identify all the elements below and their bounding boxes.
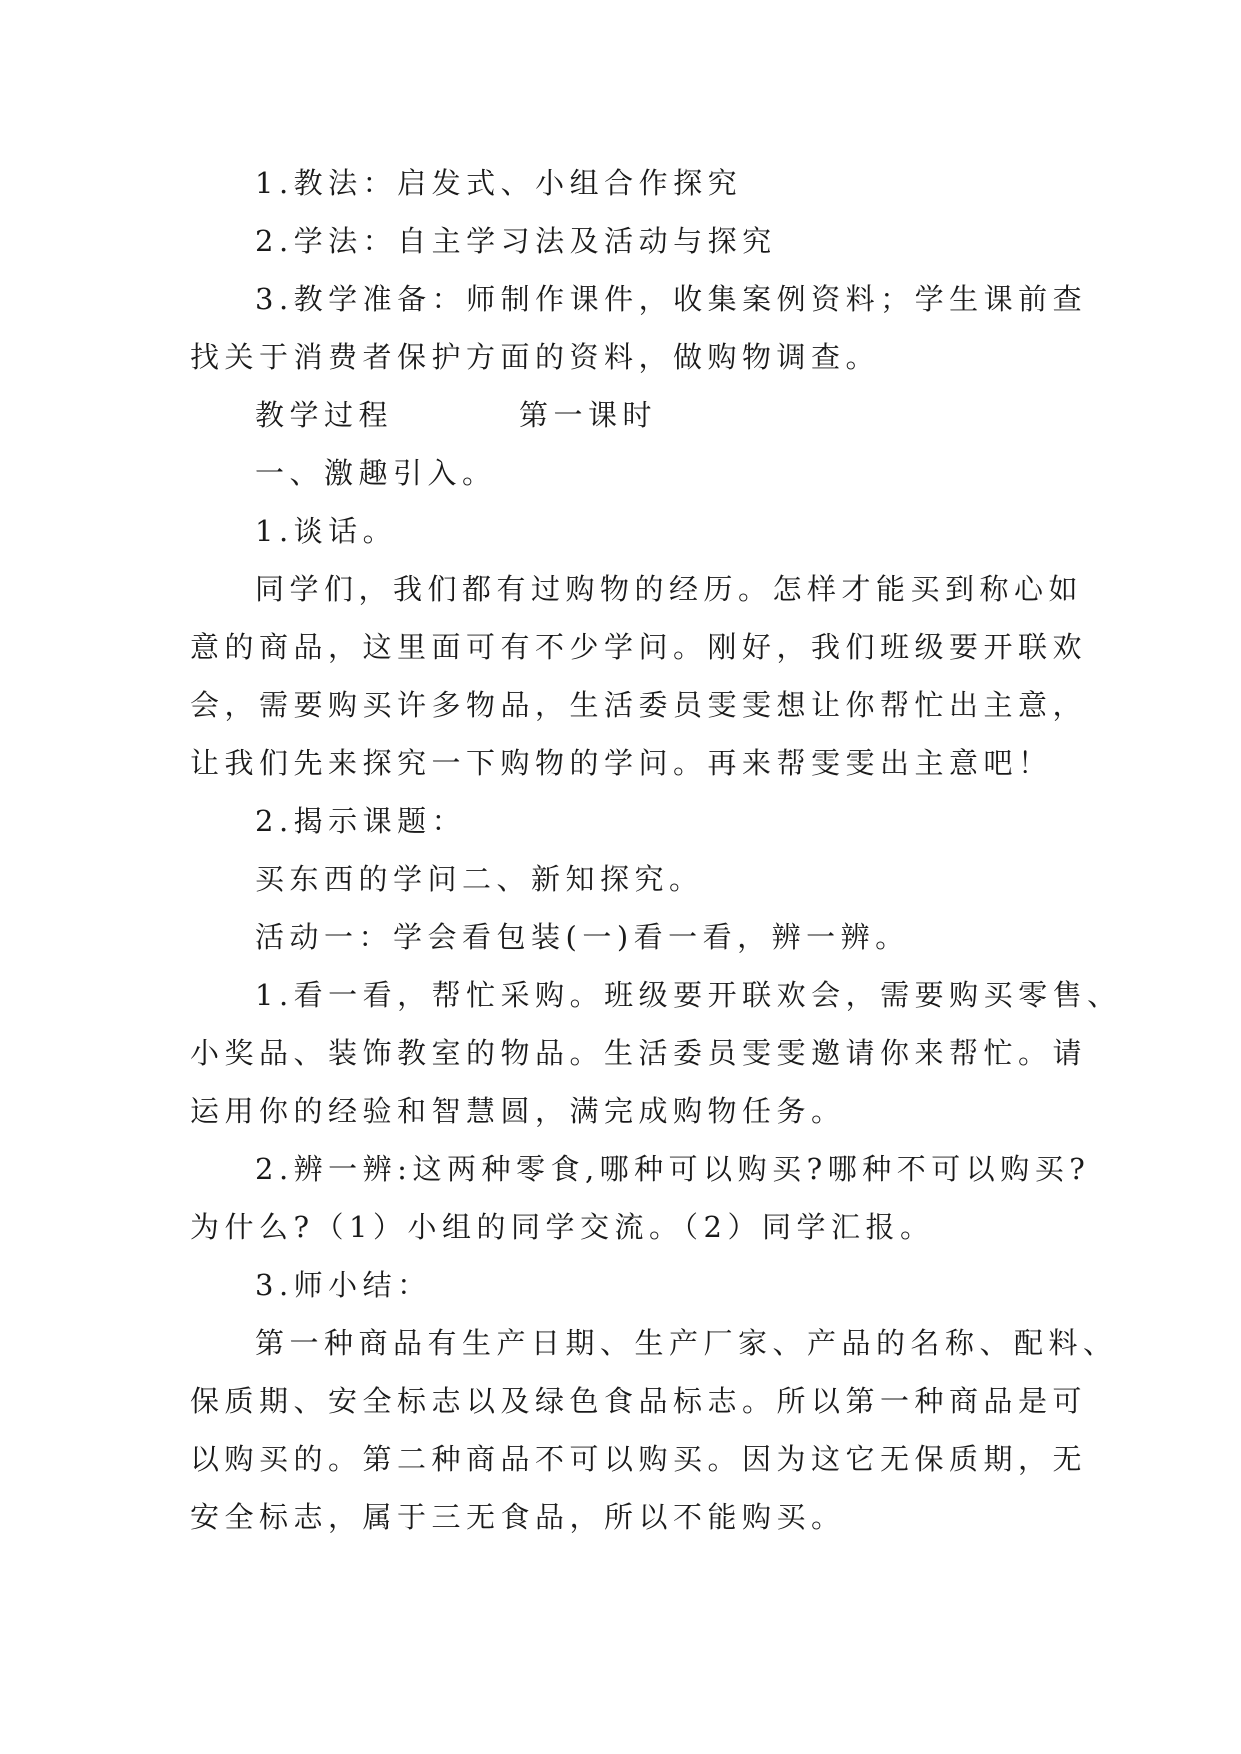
learning-method-line: 2.学法：自主学习法及活动与探究 (255, 224, 777, 258)
process-heading (255, 395, 657, 435)
summary-paragraph-line-3: 以购买的。第二种商品不可以购买。因为这它无保质期，无 (190, 1442, 1088, 1476)
preparation-line-1: 3.教学准备：师制作课件，收集案例资料；学生课前查 (255, 282, 1088, 316)
talk-paragraph-line-2: 意的商品，这里面可有不少学问。刚好，我们班级要开联欢 (190, 630, 1088, 664)
look-paragraph-line-1: 1.看一看，帮忙采购。班级要开联欢会，需要购买零售、 (255, 978, 1122, 1012)
summary-paragraph-line-4: 安全标志，属于三无食品，所以不能购买。 (190, 1500, 846, 1534)
activity-one-heading: 活动一：学会看包装(一)看一看，辨一辨。 (255, 920, 910, 954)
topic-heading: 2.揭示课题： (255, 804, 467, 838)
talk-paragraph-line-3: 会，需要购买许多物品，生活委员雯雯想让你帮忙出主意， (190, 688, 1088, 722)
summary-heading: 3.师小结： (255, 1268, 432, 1302)
talk-heading: 1.谈话。 (255, 514, 398, 548)
summary-paragraph-line-2: 保质期、安全标志以及绿色食品标志。所以第一种商品是可 (190, 1384, 1088, 1418)
preparation-line-2: 找关于消费者保护方面的资料，做购物调查。 (190, 340, 881, 374)
distinguish-line-2: 为什么?（1）小组的同学交流。（2）同学汇报。 (190, 1210, 935, 1244)
talk-paragraph-line-4: 让我们先来探究一下购物的学问。再来帮雯雯出主意吧！ (190, 746, 1053, 780)
summary-paragraph-line-1: 第一种商品有生产日期、生产厂家、产品的名称、配料、 (255, 1326, 1118, 1360)
section-heading-intro: 一、激趣引入。 (255, 456, 497, 490)
teaching-method-line: 1.教法：启发式、小组合作探究 (255, 166, 743, 200)
distinguish-line-1: 2.辨一辨:这两种零食,哪种可以购买?哪种不可以购买? (255, 1152, 1091, 1186)
look-paragraph-line-2: 小奖品、装饰教室的物品。生活委员雯雯邀请你来帮忙。请 (190, 1036, 1088, 1070)
look-paragraph-line-3: 运用你的经验和智慧圆，满完成购物任务。 (190, 1094, 846, 1128)
topic-line: 买东西的学问二、新知探究。 (255, 862, 704, 896)
process-label: 教学过程 (255, 398, 394, 432)
lesson-label: 第一课时 (519, 398, 658, 432)
talk-paragraph-line-1: 同学们，我们都有过购物的经历。怎样才能买到称心如 (255, 572, 1084, 606)
